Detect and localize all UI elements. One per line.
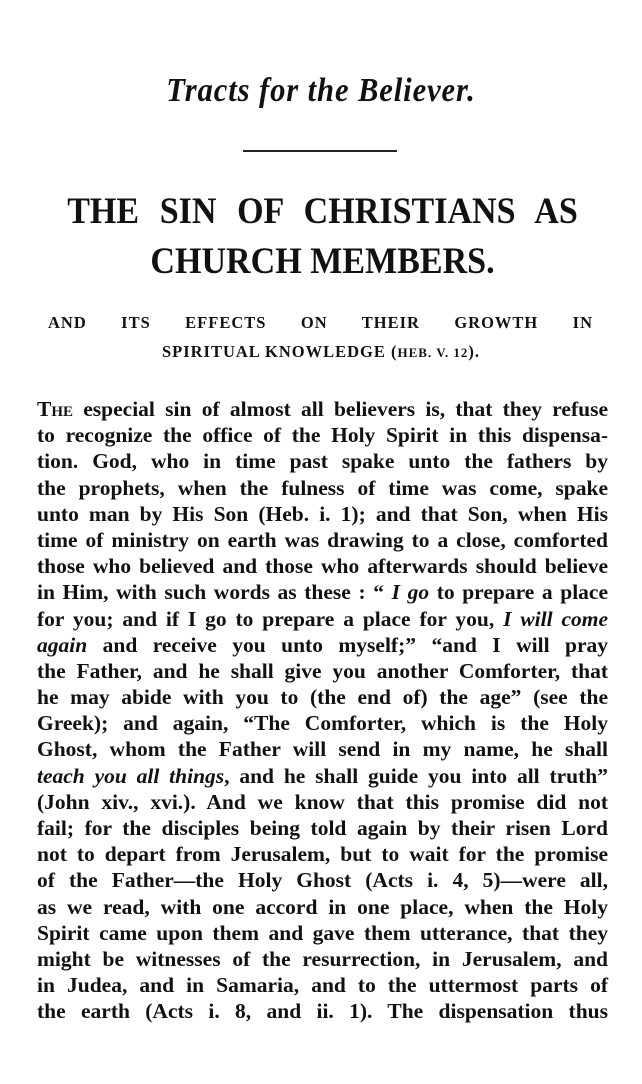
text-segment: the earth (Acts i. 8, and ii. 1). The dispensation thus bbox=[37, 999, 608, 1024]
text-segment: the prophets, when the fulness of time was come, spake bbox=[37, 475, 608, 500]
text-segment: for you; and if I go to prepare a place for you, bbox=[37, 606, 504, 631]
text-line bbox=[37, 579, 608, 605]
text-line bbox=[37, 972, 608, 998]
text-segment: (John xiv., xvi.). And we know that this promise did not bbox=[37, 789, 608, 814]
text-segment: time of ministry on earth was drawing to a close, comforted bbox=[37, 527, 608, 552]
text-line bbox=[37, 527, 608, 553]
subtitle-end: ). bbox=[468, 342, 481, 361]
text-segment: especial sin of almost all believers is, that they refuse bbox=[73, 397, 608, 421]
text-segment: fail; for the disciples being told again by their risen Lord bbox=[37, 816, 608, 840]
text-line bbox=[37, 553, 608, 579]
text-segment: Ghost, whom the Father will send in my name, he shall bbox=[37, 737, 608, 762]
italic-text: again bbox=[37, 632, 88, 657]
text-line bbox=[37, 710, 608, 736]
series-title: Tracts for the Believer. bbox=[166, 72, 476, 109]
text-segment: of the Father—the Holy Ghost (Acts i. 4, 5)—were all, bbox=[37, 868, 608, 893]
text-line bbox=[37, 475, 608, 501]
text-segment: the Father, and he shall give you another Comforter, that bbox=[37, 658, 608, 683]
text-segment: in Him, with such words as these : “ bbox=[37, 580, 392, 605]
text-line bbox=[37, 946, 608, 972]
subtitle-text: SPIRITUAL KNOWLEDGE ( bbox=[161, 342, 398, 361]
page-title-line-2: CHURCH MEMBERS. bbox=[150, 241, 495, 282]
text-segment: and receive you unto myself;” “and I will pray bbox=[87, 632, 608, 657]
text-line bbox=[37, 501, 608, 527]
text-segment: not to depart from Jerusalem, but to wait for the promise bbox=[37, 842, 608, 867]
text-line bbox=[37, 763, 608, 789]
text-line bbox=[37, 606, 608, 632]
text-segment: to recognize the office of the Holy Spirit in this dispensa- bbox=[37, 423, 608, 448]
page-title-line-1: THE SIN OF CHRISTIANS AS bbox=[67, 191, 578, 232]
subtitle-line-2 bbox=[0, 342, 642, 362]
text-segment: Spirit came upon them and gave them utterance, that they bbox=[37, 920, 608, 945]
scripture-reference: HEB. V. 12 bbox=[397, 345, 469, 360]
text-line bbox=[37, 396, 608, 422]
text-line bbox=[37, 632, 608, 658]
text-segment: in Judea, and in Samaria, and to the uttermost parts of bbox=[37, 973, 608, 998]
text-line bbox=[37, 684, 608, 710]
text-line bbox=[37, 815, 608, 841]
text-line bbox=[37, 658, 608, 684]
text-segment: those who believed and those who afterwards should believe bbox=[37, 554, 608, 579]
text-segment: Greek); and again, “The Comforter, which is the Holy bbox=[37, 711, 608, 736]
text-segment: he may abide with you to (the end of) the age” (see the bbox=[37, 685, 608, 710]
text-segment: tion. God, who in time past spake unto the fathers by bbox=[37, 449, 608, 474]
text-segment: , and he shall guide you into all truth” bbox=[224, 763, 608, 788]
body-text bbox=[37, 396, 608, 1025]
text-line bbox=[37, 841, 608, 867]
text-line bbox=[37, 736, 608, 762]
text-segment: might be witnesses of the resurrection, in Jerusalem, and bbox=[37, 946, 608, 971]
text-line bbox=[37, 448, 608, 474]
text-segment: unto man by His Son (Heb. i. 1); and that Son, when His bbox=[37, 501, 608, 526]
text-line bbox=[37, 867, 608, 893]
small-caps-text: The bbox=[37, 397, 74, 421]
italic-text: teach you all things bbox=[37, 763, 225, 788]
divider-rule bbox=[243, 150, 397, 152]
text-segment: to prepare a place bbox=[429, 580, 609, 605]
text-line bbox=[37, 998, 608, 1024]
text-line bbox=[37, 789, 608, 815]
italic-text: I will come bbox=[503, 606, 609, 631]
text-line bbox=[37, 422, 608, 448]
text-line bbox=[37, 894, 608, 920]
subtitle-line-1: AND ITS EFFECTS ON THEIR GROWTH IN bbox=[48, 313, 593, 332]
italic-text: I go bbox=[391, 580, 430, 605]
text-line bbox=[37, 920, 608, 946]
text-segment: as we read, with one accord in one place, when the Holy bbox=[37, 894, 608, 919]
